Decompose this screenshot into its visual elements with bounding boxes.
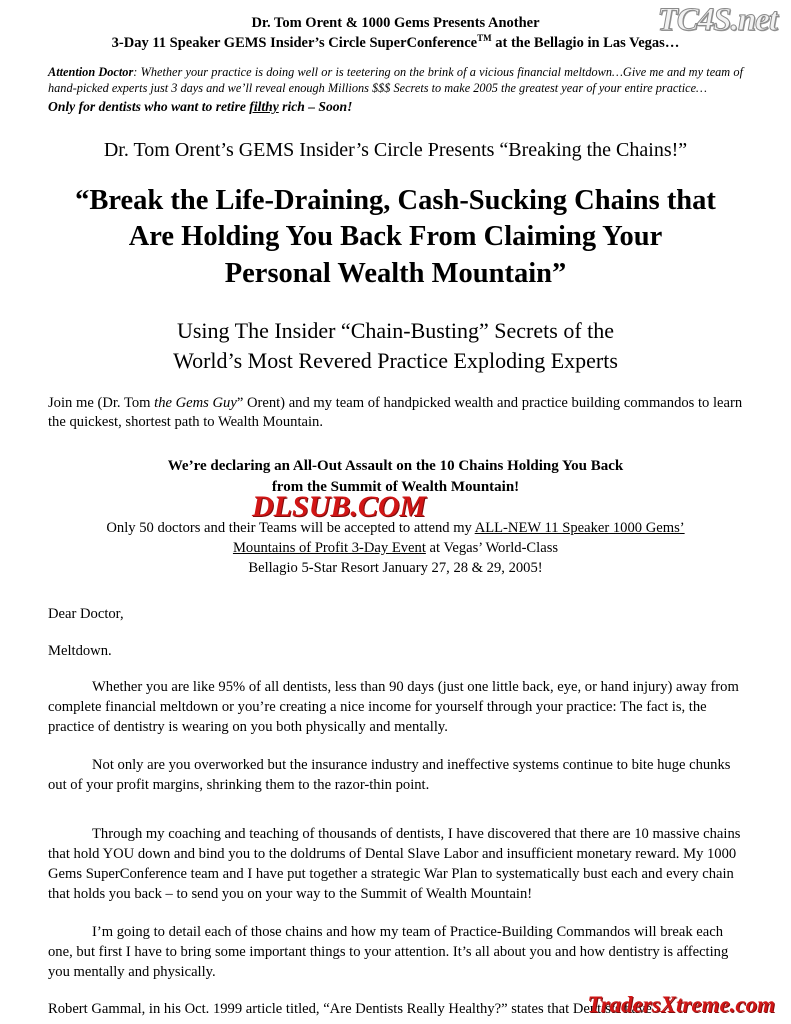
headline-line-2: Are Holding You Back From Claiming Your	[128, 221, 663, 253]
only-50-underline-1: ALL-NEW 11 Speaker 1000 Gems’	[474, 519, 685, 536]
subheadline-line-2: World’s Most Revered Practice Exploding Experts	[173, 347, 618, 373]
attention-label: Attention Doctor	[48, 64, 134, 79]
only-50-line-3: Bellagio 5-Star Resort January 27, 28 & 29, 2005!	[248, 560, 543, 577]
body-paragraph-3	[48, 825, 743, 904]
declaration-line-2: from the Summit of Wealth Mountain!	[271, 479, 520, 496]
only-50-line-2	[48, 538, 743, 558]
subheadline	[48, 316, 743, 375]
only-50-underline-2: Mountains of Profit 3-Day Event	[232, 539, 426, 556]
header-line-2	[48, 33, 743, 52]
intro-paragraph	[48, 394, 743, 433]
body-paragraph-2	[48, 756, 743, 796]
only-dentists-b: rich – Soon!	[278, 98, 353, 114]
only-50-b: at Vegas’ World-Class	[425, 539, 559, 556]
only-50-block	[48, 518, 743, 578]
watermark-tradersxtreme: TradersXtreme.com	[587, 992, 775, 1017]
meltdown-line: Meltdown.	[48, 643, 112, 660]
only-dentists-line	[48, 99, 743, 115]
header-line-1: Dr. Tom Orent & 1000 Gems Presents Another	[251, 15, 540, 31]
only-dentists-a: Only for dentists who want to retire	[48, 98, 250, 114]
header-block	[48, 14, 743, 52]
watermark-tc4s: TC4S.net	[657, 2, 777, 38]
closing-line: Robert Gammal, in his Oct. 1999 article titled, “Are Dentists Really Healthy?” states that Dentists have	[48, 1001, 652, 1018]
intro-italic: the Gems Guy	[154, 394, 237, 411]
header-trademark: TM	[477, 32, 492, 43]
body-paragraph-4	[48, 923, 743, 983]
attention-paragraph	[48, 65, 743, 97]
intro-b: ” Orent) and my team of handpicked wealth and practice building commandos to learn the quickest, shortest path to Wealth Mountain.	[48, 394, 743, 431]
salutation: Dear Doctor,	[48, 606, 124, 623]
body-paragraph-4-text: I’m going to detail each of those chains and how my team of Practice-Building Commandos will break each one, but first I have to bring some important things to your attention. It’s all about you and how dentistry is affecting you mentally and physically.	[48, 923, 729, 980]
declaration-line-1: We’re declaring an All-Out Assault on the 10 Chains Holding You Back	[167, 458, 624, 475]
presents-line: Dr. Tom Orent’s GEMS Insider’s Circle Presents “Breaking the Chains!”	[103, 138, 688, 161]
watermark-dlsub: DLSUB.COM	[252, 490, 427, 523]
attention-text: : Whether your practice is doing well or is teetering on the brink of a vicious financial meltdown…Give me and my team of hand-picked experts just 3 days and we’ll reveal enough Millions $$$ Secrets to make 2005 the greatest year of your entire practice…	[48, 64, 743, 95]
body-paragraph-1-text: Whether you are like 95% of all dentists, less than 90 days (just one little back, eye, or hand injury) away from complete financial meltdown or you’re creating a nice income for yourself through your practice: The fact is, the practice of dentistry is wearing on you both physically and mentally.	[48, 679, 739, 735]
subheadline-line-1: Using The Insider “Chain-Busting” Secrets of the	[176, 318, 615, 344]
only-50-a: Only 50 doctors and their Teams will be accepted to attend my	[106, 519, 475, 536]
body-paragraph-2-text: Not only are you overworked but the insurance industry and ineffective systems continue to bite huge chunks out of your profit margins, shrinking them to the razor-thin point.	[48, 756, 731, 793]
headline-line-3: Personal Wealth Mountain”	[224, 257, 567, 289]
header-line-2b: at the Bellagio in Las Vegas…	[491, 34, 680, 51]
header-line-2a: 3-Day 11 Speaker GEMS Insider’s Circle SuperConference	[111, 34, 478, 51]
only-dentists-underline: filthy	[249, 98, 279, 114]
main-headline	[48, 183, 743, 292]
body-paragraph-1	[48, 678, 743, 738]
headline-line-1: “Break the Life-Draining, Cash-Sucking Chains that	[75, 184, 716, 216]
body-paragraph-3-text: Through my coaching and teaching of thousands of dentists, I have discovered that there are 10 massive chains that hold YOU down and bind you to the doldrums of Dental Slave Labor and insufficient monetary reward. My 1000 Gems SuperConference team and I have put together a strategic War Plan to systematically bust each and every chain that holds you back – to send you on your way to the Summit of Wealth Mountain!	[48, 826, 741, 902]
intro-a: Join me (Dr. Tom	[48, 394, 155, 411]
